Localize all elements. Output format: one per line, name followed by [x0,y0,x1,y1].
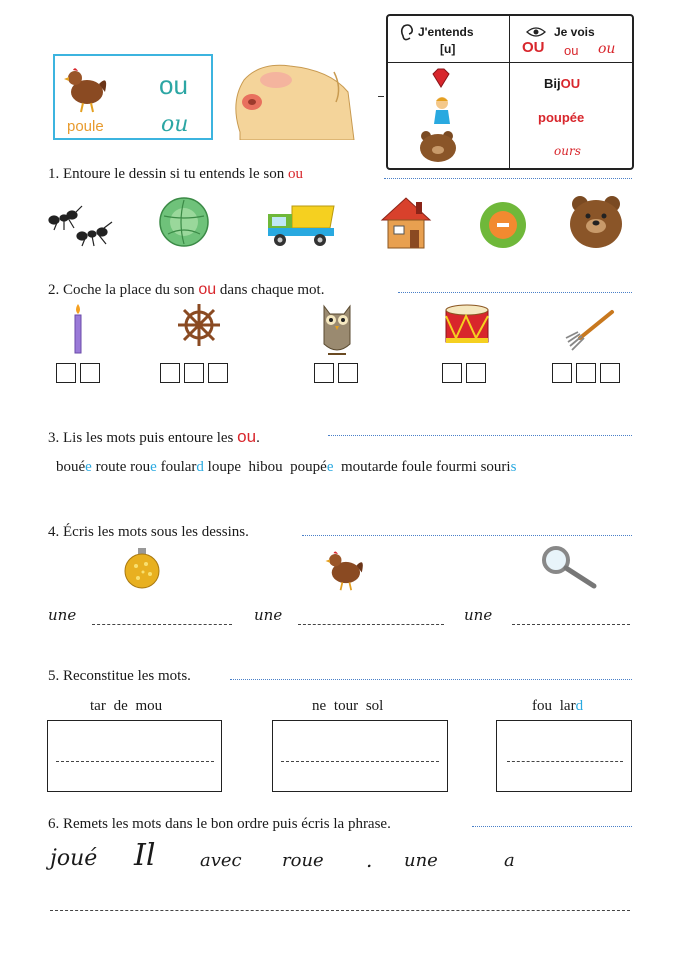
ex5-syllables-3: fou lard [532,698,584,714]
ex5-answer-line [507,761,623,762]
eye-icon [526,26,546,38]
ex5-text: Reconstitue les mots. [63,668,191,684]
checkbox[interactable] [208,363,228,383]
ex5-dotline [230,679,632,680]
helm-icon [176,302,222,348]
sound-card-word: poule [67,118,104,135]
drum-icon [442,302,492,350]
table-divider-h [388,62,632,63]
ex5-answer-line [281,761,439,762]
ex5-syllables-2: ne tour sol [312,698,384,714]
ex3-word[interactable]: foulard [160,459,204,475]
ex1-number: 1. [48,166,60,182]
ex4-article-2: une [254,606,283,624]
bear-small-icon [418,130,458,164]
checkbox[interactable] [600,363,620,383]
ex3-word[interactable]: poupée [290,459,334,475]
truck-icon [264,200,338,248]
ex3-word[interactable]: souris [480,459,517,475]
ex5-answer-box-2[interactable] [272,720,448,792]
ex3-word-list [56,459,516,476]
table-example-3: ours [554,144,581,158]
checkbox[interactable] [552,363,572,383]
ex4-text: Écris les mots sous les dessins. [63,524,249,540]
ex1-dotline [384,178,632,179]
cabbage-icon [158,196,210,248]
ex2-text-end: dans chaque mot. [219,282,325,298]
ex1-text: Entoure le dessin si tu entends le son [63,166,285,182]
checkbox[interactable] [466,363,486,383]
ex3-word[interactable]: fourmi [436,459,477,475]
ex4-article-1: une [48,606,77,624]
ex6-word-3: avec [200,850,242,871]
ex3-text: Lis les mots puis entoure les [63,430,234,446]
ex1-sound: ou [287,166,303,182]
ex6-answer-line[interactable] [50,910,630,911]
ex4-answer-line-1[interactable] [92,624,232,625]
ex5-instruction [48,668,191,685]
ex6-number: 6. [48,816,60,832]
fork-icon [562,308,618,354]
ex6-dotline [472,826,632,827]
ex3-dotline [328,435,632,436]
ex3-instruction [48,427,260,447]
sound-card [53,54,213,140]
ex2-sound: ou [198,281,217,298]
ex2-number: 2. [48,282,60,298]
ex6-word-5: . [366,848,373,872]
ex3-number: 3. [48,430,60,446]
ex3-text-end: . [256,430,260,446]
bear-icon [566,192,626,252]
ex2-dotline [398,292,632,293]
ex5-answer-line [56,761,214,762]
ex6-word-2: Il [134,838,156,873]
doll-icon [432,96,452,126]
ex6-instruction [48,816,391,833]
ex3-word[interactable]: moutarde [341,459,398,475]
checkbox[interactable] [56,363,76,383]
ex3-word[interactable]: loupe [207,459,241,475]
checkbox[interactable] [80,363,100,383]
ex3-word[interactable]: roue [130,459,157,475]
ex6-word-1: joué [50,846,98,871]
table-col1-sub: [u] [440,42,456,56]
candle-icon [68,302,88,354]
checkbox[interactable] [314,363,334,383]
hen-icon [63,62,109,114]
sound-card-cursive: ou [161,112,189,137]
ex6-text: Remets les mots dans le bon ordre puis écris la phrase. [63,816,391,832]
ear-icon [400,24,414,42]
ex5-syllables-1: tar de mou [90,698,163,714]
table-col2-sub-2: ou [564,43,579,58]
checkbox[interactable] [184,363,204,383]
table-example-2: poupée [538,110,585,125]
ex2-instruction [48,281,324,299]
ex3-word[interactable]: foule [401,459,433,475]
table-divider-v [509,16,510,168]
table-example-1: BijOU [544,76,581,91]
house-icon [378,194,434,250]
ex5-answer-box-1[interactable] [47,720,222,792]
sound-table [386,14,634,170]
ex4-article-3: une [464,606,493,624]
mouth-illustration [230,62,360,140]
ex3-word[interactable]: bouée [56,459,92,475]
checkbox[interactable] [338,363,358,383]
ex2-text: Coche la place du son [63,282,195,298]
ex4-answer-line-2[interactable] [298,624,444,625]
ex3-word[interactable]: hibou [248,459,283,475]
magnifier-icon [540,544,598,590]
table-col2-sub-3: ou [598,41,616,57]
ex4-answer-line-3[interactable] [512,624,630,625]
ex6-word-7: a [504,850,515,871]
ex4-instruction [48,524,249,541]
ex3-word[interactable]: route [95,459,127,475]
ex4-number: 4. [48,524,60,540]
ex6-word-4: roue [282,850,324,871]
checkbox[interactable] [160,363,180,383]
ex5-answer-box-3[interactable] [496,720,632,792]
ants-icon [42,200,118,250]
ex5-number: 5. [48,668,60,684]
ornament-ball-icon [122,546,162,590]
table-col1-title: J'entends [418,25,474,39]
ex3-sound: ou [237,427,257,446]
hen-small-icon [324,546,366,592]
jewel-icon [430,68,452,88]
header-dash [378,96,384,97]
ex1-instruction [48,166,303,183]
table-col2-sub-1: OU [522,39,545,56]
checkbox[interactable] [442,363,462,383]
sound-card-print: ou [159,70,188,100]
owl-icon [318,300,356,358]
ex6-word-6: une [404,850,438,871]
ex4-dotline [302,535,632,536]
table-col2-title: Je vois [554,25,595,39]
checkbox[interactable] [576,363,596,383]
button-icon [478,200,528,250]
